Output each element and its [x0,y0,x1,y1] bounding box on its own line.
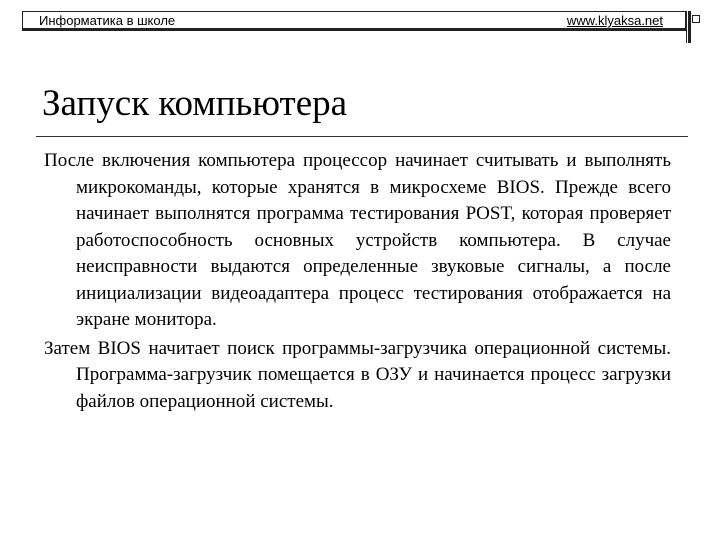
decorative-vertical-line [686,11,687,43]
slide-body [44,148,671,417]
slide-title: Запуск компьютера [42,83,348,124]
title-divider [36,136,688,137]
decorative-vertical-bar [688,11,691,43]
paragraph-bootloader: Затем BIOS начитает поиск программы-загрузчика операционной системы. Программа-загрузчик помещается в ОЗУ и начинается процесс загрузки файлов операционной системы. [44,337,671,412]
header-url-link[interactable]: www.klyaksa.net [566,13,663,28]
decorative-square-icon [692,15,700,23]
header-site-label: Информатика в школе [39,13,176,28]
paragraph-boot-process: После включения компьютера процессор начинает считывать и выполнять микрокоманды, которые хранятся в микросхеме BIOS. Прежде всего начинает выполнятся программа тестирования POST, которая проверяет работоспособность основных устройств компьютера. В случае неисправности выдаются определенные звуковые сигналы, а после инициализации видеоадаптера процесс тестирования отображается на экране монитора. [44,150,671,330]
header-bar [22,11,686,31]
